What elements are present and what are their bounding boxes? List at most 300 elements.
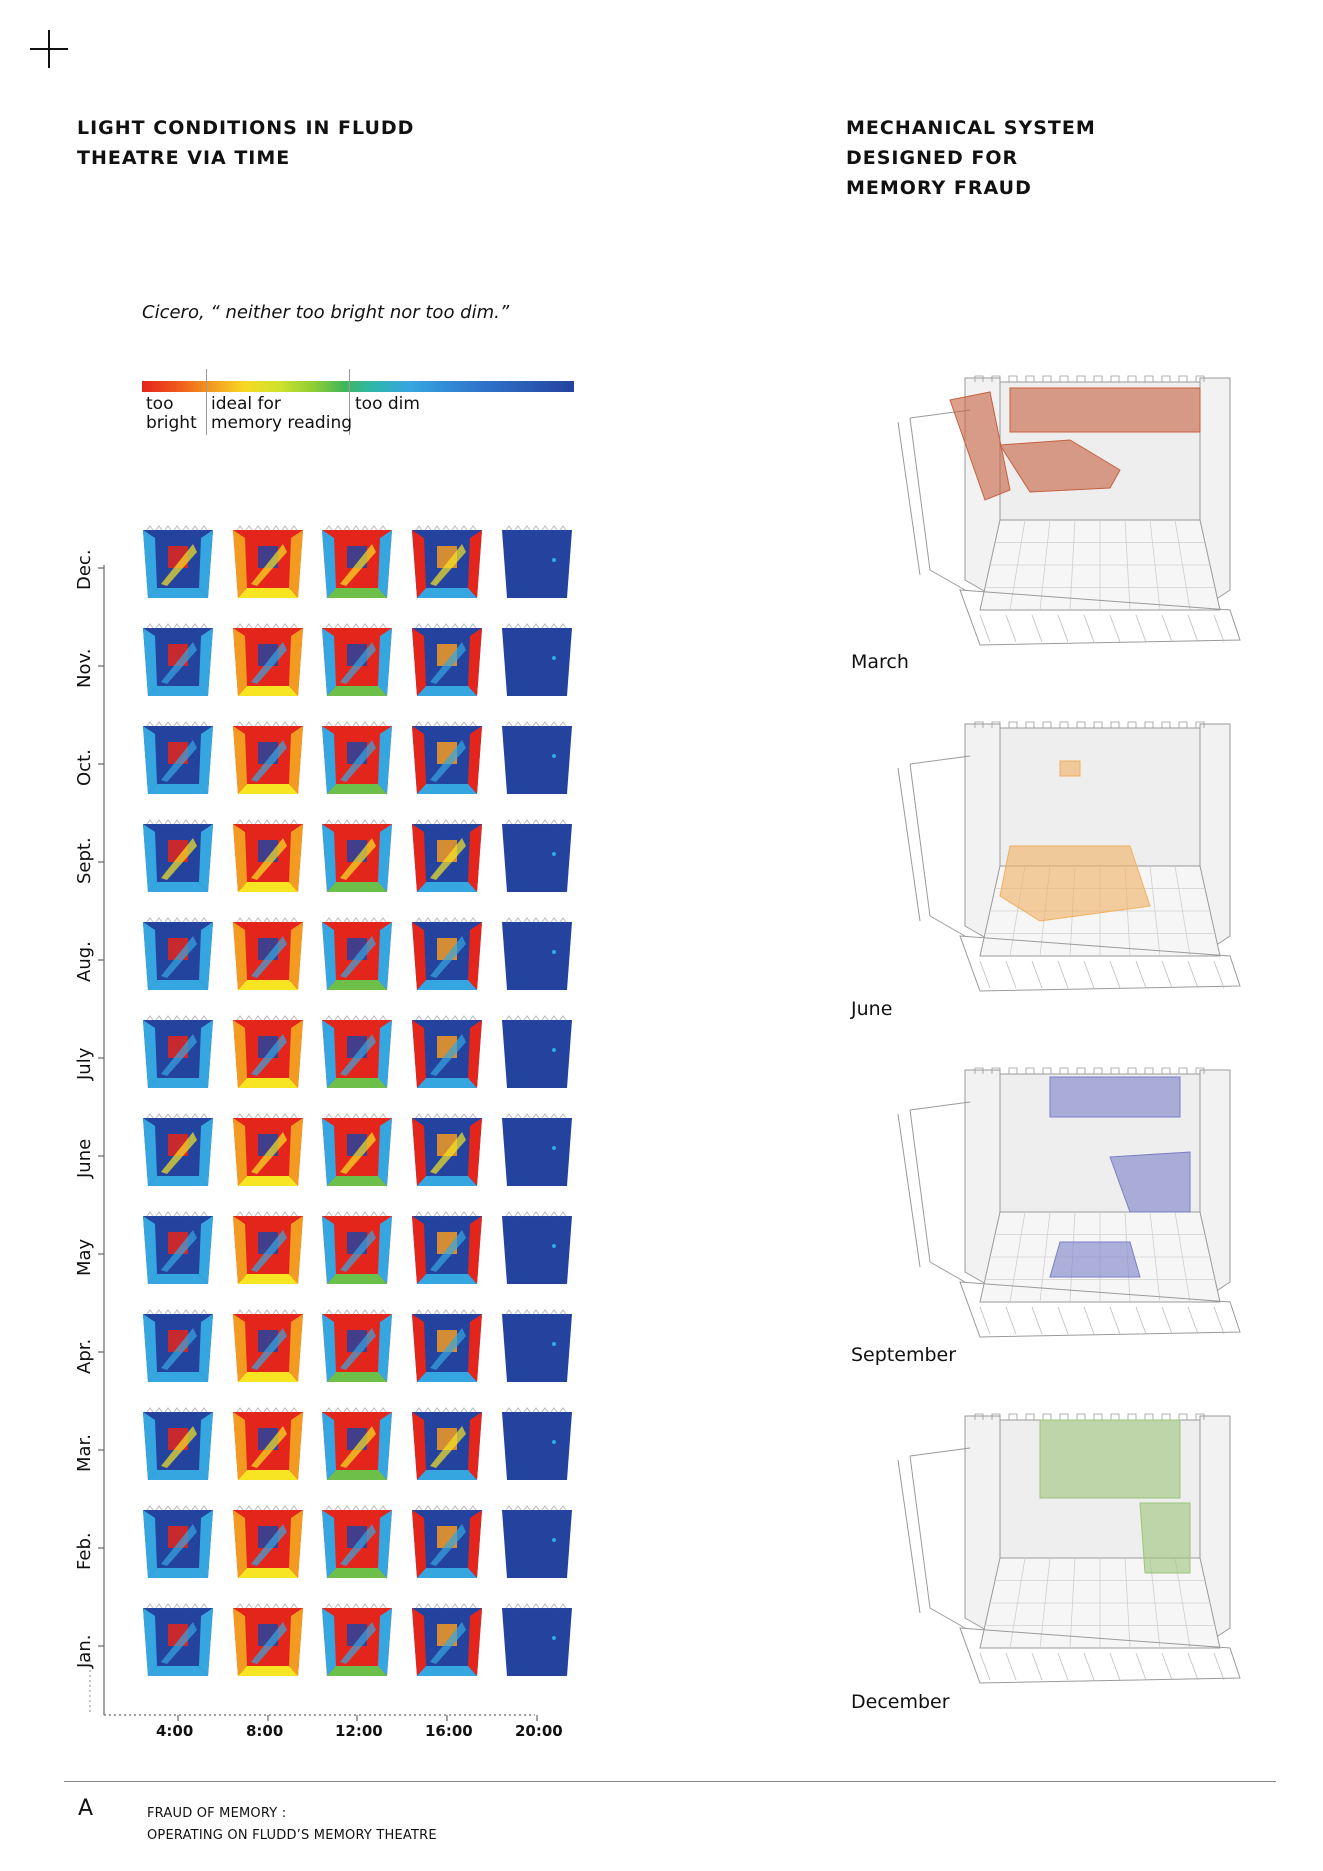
cell-left-wall [322,1216,336,1284]
cell-crenel [237,1212,297,1216]
truss-strut [1214,961,1224,988]
month-label: Jan. [74,1634,95,1668]
cell-speck [552,1146,556,1150]
cell-crenel [326,1604,386,1608]
cell-right-wall [378,1216,392,1284]
cell-crenel [237,1310,297,1314]
light-cell [322,1506,392,1578]
truss-strut [1162,961,1172,988]
cell-floor [238,1666,298,1676]
cell-crenel [326,1114,386,1118]
truss-strut [1006,615,1016,642]
time-label: 16:00 [425,1722,473,1740]
light-cell [233,1016,303,1088]
cell-right-wall [378,1608,392,1676]
scale-label-ideal [211,395,352,433]
scaffold-frame [898,1114,920,1267]
cell-right-wall [289,1118,303,1186]
truss-strut [1058,1653,1068,1680]
crenellation [975,1414,1204,1420]
cell-crenel [416,1506,476,1510]
cell-left-wall [233,628,247,696]
cell-left-wall [322,922,336,990]
cell-left-wall [412,628,426,696]
cell-crenel [506,820,566,824]
mechanical-drawing [898,722,1240,991]
light-cell [143,722,213,794]
light-cell [233,1310,303,1382]
cell-right-wall [199,1510,213,1578]
caption-december: December [851,1691,950,1713]
cell-speck [552,754,556,758]
cell-crenel [326,722,386,726]
cell-floor [238,882,298,892]
cell-right-wall [199,530,213,598]
cell-left-wall [322,1118,336,1186]
cell-crenel [147,1016,207,1020]
footer-line-2: OPERATING ON FLUDD’S MEMORY THEATRE [147,1828,437,1843]
light-cell [233,526,303,598]
light-cell [412,1408,482,1480]
truss-strut [1006,1307,1016,1334]
cell-left-wall [233,1314,247,1382]
cell-floor [238,1372,298,1382]
cell-floor [327,1176,387,1186]
cell-crenel [506,1604,566,1608]
cell-floor [327,1666,387,1676]
cell-crenel [147,624,207,628]
highlight-upper-stage [1010,388,1200,432]
cell-crenel [416,526,476,530]
cell-crenel [237,1016,297,1020]
scale-label-ideal-for: ideal for [211,394,281,414]
cell-right-wall [468,922,482,990]
left-heading-line-1: LIGHT CONDITIONS IN FLUDD [77,117,415,139]
light-cell [233,722,303,794]
cell-left-wall [233,1412,247,1480]
cell-crenel [237,624,297,628]
truss-strut [1188,961,1198,988]
cell-crenel [237,1408,297,1412]
crenellation [975,1068,1204,1074]
light-cell [502,624,572,696]
highlight-small-part [1060,761,1080,776]
right-heading-line-2: DESIGNED FOR [846,147,1019,169]
truss-strut [1032,1653,1042,1680]
light-cell [322,1212,392,1284]
cell-floor [327,980,387,990]
cell-right-wall [468,1020,482,1088]
cell-back-wall [502,530,572,598]
light-cell [322,1408,392,1480]
truss-strut [1214,615,1224,642]
cell-crenel [416,1212,476,1216]
light-cell [502,1212,572,1284]
cell-crenel [506,1506,566,1510]
cell-right-wall [289,1314,303,1382]
cell-right-wall [468,1608,482,1676]
cell-floor [417,1274,477,1284]
cell-right-wall [378,824,392,892]
cell-floor [417,784,477,794]
cell-left-wall [322,1608,336,1676]
cell-right-wall [468,726,482,794]
cell-floor [148,1372,208,1382]
scaffold-frame [898,1460,920,1613]
light-cell [233,1506,303,1578]
cell-right-wall [378,726,392,794]
cell-left-wall [412,1412,426,1480]
cell-right-wall [289,922,303,990]
cell-left-wall [143,1412,157,1480]
truss-strut [1162,1307,1172,1334]
cell-right-wall [289,628,303,696]
cell-crenel [326,1506,386,1510]
truss-strut [1214,1307,1224,1334]
cell-right-wall [378,530,392,598]
caption-september: September [851,1344,957,1366]
cell-crenel [326,1212,386,1216]
theatre-back-wall [970,728,1220,866]
cell-floor [148,882,208,892]
scaffold-frame [898,768,920,921]
cell-left-wall [412,530,426,598]
cell-crenel [326,526,386,530]
cell-left-wall [143,726,157,794]
cell-left-wall [233,1510,247,1578]
cell-floor [327,1372,387,1382]
cell-right-wall [468,628,482,696]
light-cell [322,1310,392,1382]
cell-floor [148,1274,208,1284]
scaffold-frame [910,1448,970,1456]
scale-label-too-bright [146,395,197,433]
cell-left-wall [233,922,247,990]
cell-left-wall [233,1608,247,1676]
cell-left-wall [143,1510,157,1578]
cell-right-wall [199,824,213,892]
light-cell [322,1016,392,1088]
cell-left-wall [412,1314,426,1382]
light-cell [322,820,392,892]
cell-floor [417,882,477,892]
cell-crenel [237,1604,297,1608]
cell-crenel [147,1114,207,1118]
cell-left-wall [143,1020,157,1088]
cell-floor [148,686,208,696]
light-cell [502,1506,572,1578]
truss-strut [1110,1307,1120,1334]
truss-strut [1084,1307,1094,1334]
light-cell [143,624,213,696]
light-cell [143,1114,213,1186]
cell-crenel [237,526,297,530]
scaffold-frame [910,1102,970,1110]
footer-letter: A [78,1796,94,1821]
truss-strut [1110,1653,1120,1680]
cell-crenel [147,1506,207,1510]
cell-crenel [416,918,476,922]
truss-strut [1162,615,1172,642]
cell-crenel [416,1114,476,1118]
cell-speck [552,1440,556,1444]
cell-right-wall [468,1314,482,1382]
light-cell [233,1408,303,1480]
cell-right-wall [199,1118,213,1186]
light-cell [233,820,303,892]
cell-crenel [506,722,566,726]
truss-strut [1032,961,1042,988]
cell-left-wall [322,1510,336,1578]
light-cell [322,918,392,990]
cell-crenel [326,1310,386,1314]
light-cell [233,1212,303,1284]
footer-line-1: FRAUD OF MEMORY : [147,1806,287,1821]
cell-right-wall [199,1608,213,1676]
cell-right-wall [199,628,213,696]
month-label: Feb. [74,1532,95,1570]
truss-strut [1188,615,1198,642]
cell-crenel [506,1114,566,1118]
cell-crenel [326,1408,386,1412]
cell-right-wall [378,1510,392,1578]
cell-speck [552,950,556,954]
cell-floor [148,1078,208,1088]
truss-strut [1084,961,1094,988]
cell-floor [148,1568,208,1578]
cell-crenel [237,1114,297,1118]
scale-label-bright: bright [146,413,197,433]
cell-floor [417,1666,477,1676]
month-label: Aug. [74,941,95,982]
cell-crenel [237,1506,297,1510]
cicero-quote: Cicero, “ neither too bright nor too dim.” [142,302,510,323]
truss-strut [1084,615,1094,642]
cell-left-wall [143,1314,157,1382]
light-cell [143,918,213,990]
light-cell [502,1408,572,1480]
scaffold-frame [898,422,920,575]
cell-speck [552,1342,556,1346]
truss-strut [1058,961,1068,988]
cell-left-wall [233,1118,247,1186]
month-label: Dec. [74,549,95,590]
cell-floor [327,1274,387,1284]
light-cell [412,1310,482,1382]
light-cell [143,1408,213,1480]
light-cell [233,918,303,990]
footer-rule [64,1781,1276,1782]
cell-right-wall [199,922,213,990]
cell-back-wall [502,628,572,696]
cell-crenel [416,1408,476,1412]
cell-crenel [326,1016,386,1020]
cell-left-wall [322,726,336,794]
caption-june: June [851,998,893,1020]
cell-speck [552,1048,556,1052]
cell-crenel [147,722,207,726]
light-cell [143,1212,213,1284]
cell-crenel [506,526,566,530]
cell-right-wall [289,1020,303,1088]
cell-right-wall [289,1510,303,1578]
light-cell [233,624,303,696]
cell-left-wall [233,1020,247,1088]
cell-left-wall [143,922,157,990]
light-conditions-grid [80,515,600,1725]
month-label: Sept. [74,837,95,884]
light-cell [412,1604,482,1676]
left-heading-line-2: THEATRE VIA TIME [77,147,291,169]
cell-right-wall [289,1412,303,1480]
cell-left-wall [412,1118,426,1186]
truss-strut [1006,961,1016,988]
truss-strut [1058,615,1068,642]
highlight-upper-frame [1040,1420,1180,1498]
cell-back-wall [502,1314,572,1382]
cell-back-wall [502,1216,572,1284]
truss-strut [980,615,990,642]
cell-right-wall [289,726,303,794]
cell-floor [148,588,208,598]
cell-left-wall [143,824,157,892]
truss-strut [1006,1653,1016,1680]
light-cell [502,1310,572,1382]
cell-left-wall [143,628,157,696]
light-cell [322,1114,392,1186]
cell-floor [148,1666,208,1676]
cell-right-wall [468,530,482,598]
light-cell [143,1604,213,1676]
truss-strut [980,961,990,988]
highlight-upper-stage [1050,1077,1180,1117]
cell-right-wall [468,1216,482,1284]
cell-back-wall [502,1412,572,1480]
caption-march: March [851,651,909,673]
cell-floor [417,686,477,696]
left-heading [77,113,414,173]
cell-floor [238,1274,298,1284]
time-label: 12:00 [335,1722,383,1740]
scale-label-too-dim: too dim [355,394,420,414]
cell-floor [417,1470,477,1480]
right-heading-line-3: MEMORY FRAUD [846,177,1032,199]
scaffold-frame [910,756,970,764]
cell-crenel [147,1212,207,1216]
truss-strut [1136,615,1146,642]
cell-right-wall [199,1314,213,1382]
cell-floor [417,1372,477,1382]
cell-right-wall [199,1216,213,1284]
cell-speck [552,1538,556,1542]
cell-left-wall [143,1216,157,1284]
cell-floor [238,980,298,990]
cell-crenel [147,918,207,922]
truss-strut [1188,1653,1198,1680]
light-cell [143,1016,213,1088]
cell-right-wall [378,628,392,696]
light-cell [502,918,572,990]
light-cell [502,1016,572,1088]
cell-left-wall [233,824,247,892]
cell-floor [327,1078,387,1088]
cell-crenel [506,1310,566,1314]
cell-left-wall [322,1314,336,1382]
cell-speck [552,558,556,562]
cell-floor [238,1568,298,1578]
right-heading [846,113,1096,203]
cell-crenel [147,1604,207,1608]
month-label: Oct. [74,749,95,786]
cell-right-wall [289,824,303,892]
month-label: July [74,1047,95,1080]
cell-crenel [416,624,476,628]
cell-floor [327,1470,387,1480]
cell-right-wall [199,726,213,794]
cell-crenel [147,1408,207,1412]
light-cell [233,1114,303,1186]
light-cell [412,624,482,696]
cell-floor [327,882,387,892]
cell-left-wall [322,1020,336,1088]
cell-crenel [326,624,386,628]
cell-right-wall [199,1412,213,1480]
cell-crenel [506,1016,566,1020]
scale-label-too: too [146,394,174,414]
month-label: Apr. [74,1338,95,1374]
cell-crenel [237,820,297,824]
cell-floor [327,588,387,598]
cell-right-wall [199,1020,213,1088]
cell-left-wall [412,1510,426,1578]
cell-back-wall [502,1020,572,1088]
cell-left-wall [412,726,426,794]
cell-left-wall [322,1412,336,1480]
truss-strut [1214,1653,1224,1680]
cell-right-wall [378,1020,392,1088]
cell-floor [238,1078,298,1088]
cell-left-wall [322,824,336,892]
light-cell [143,1310,213,1382]
cell-back-wall [502,1510,572,1578]
light-cell [143,820,213,892]
cell-right-wall [468,1412,482,1480]
truss-strut [1162,1653,1172,1680]
cell-right-wall [468,824,482,892]
cell-speck [552,852,556,856]
cell-left-wall [143,1118,157,1186]
crenellation [975,376,1204,382]
cell-crenel [237,918,297,922]
cell-left-wall [143,1608,157,1676]
truss-strut [1032,1307,1042,1334]
truss-strut [1136,1307,1146,1334]
cell-floor [148,1470,208,1480]
cell-left-wall [233,1216,247,1284]
cell-left-wall [322,628,336,696]
cell-floor [417,588,477,598]
light-cell [502,722,572,794]
cell-crenel [326,820,386,824]
cell-crenel [506,1212,566,1216]
light-cell [322,526,392,598]
mechanical-system-drawings [880,370,1260,1700]
cell-floor [148,784,208,794]
cell-floor [238,588,298,598]
cell-floor [417,980,477,990]
mechanical-drawing [898,1068,1240,1337]
cell-crenel [416,820,476,824]
